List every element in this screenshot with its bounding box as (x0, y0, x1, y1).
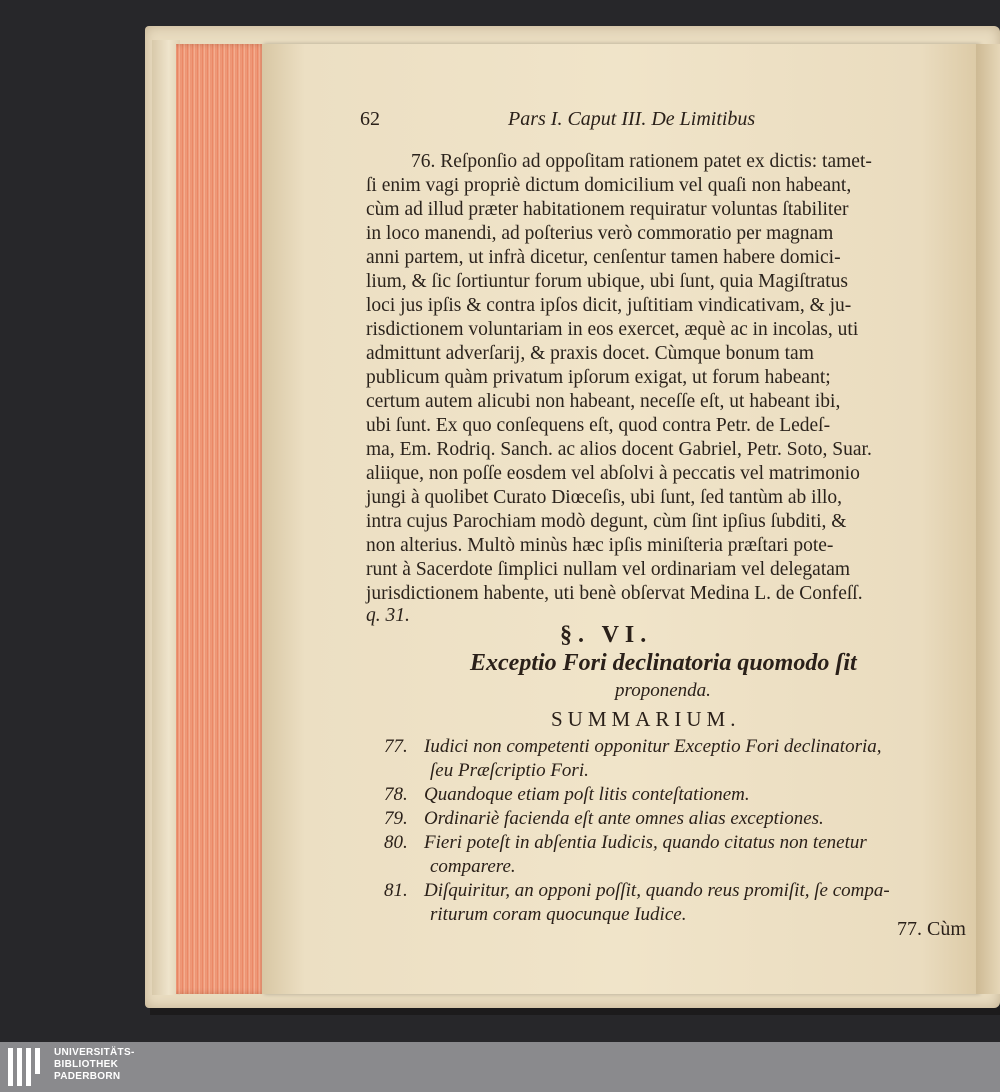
logo-line: BIBLIOTHEK (54, 1059, 119, 1070)
section-subtitle: proponenda. (615, 680, 711, 701)
summary-item-number: 77. (384, 736, 408, 757)
body-line: admittunt adverſarij, & praxis docet. Cùmque bonum tam (366, 343, 814, 364)
summary-item-text: riturum coram quocunque Iudice. (430, 904, 687, 925)
red-page-edge (176, 44, 268, 994)
summary-item-number: 78. (384, 784, 408, 805)
body-line: runt à Sacerdote ſimplici nullam vel ordinariam vel delegatam (366, 559, 851, 580)
body-line: in loco manendi, ad poſterius verò commoratio per magnam (366, 223, 834, 244)
summary-item-number: 81. (384, 880, 408, 901)
section-mark: §. VI. (560, 622, 653, 648)
body-line: ſi enim vagi propriè dictum domicilium vel quaſi non habeant, (366, 175, 852, 196)
body-line: ma, Em. Rodriq. Sanch. ac alios docent Gabriel, Petr. Soto, Suar. (366, 439, 872, 460)
body-line: anni partem, ut infrà dicetur, cenſentur tamen habere domici- (366, 247, 841, 268)
summarium-label: SUMMARIUM. (551, 707, 741, 731)
body-line: loci jus ipſis & contra ipſos dicit, juſtitiam vindicativam, & ju- (366, 295, 852, 316)
library-footer (0, 1042, 1000, 1092)
summary-item-text: ſeu Præſcriptio Fori. (430, 760, 589, 781)
page-number: 62 (360, 108, 380, 130)
library-logo-icon (8, 1048, 48, 1086)
summary-item-text: Iudici non competenti opponitur Exceptio Fori declinatoria, (424, 736, 882, 757)
body-line: cùm ad illud præter habitationem requiratur voluntas ſtabiliter (366, 199, 849, 220)
library-logo-text (54, 1047, 135, 1083)
body-line: publicum quàm privatum ipſorum exigat, ut forum habeant; (366, 367, 831, 388)
body-line: aliique, non poſſe eosdem vel abſolvi à peccatis vel matrimonio (366, 463, 860, 484)
catchword: 77. Cùm (897, 918, 966, 940)
body-line: jungi à quolibet Curato Diœceſis, ubi ſunt, ſed tantùm ab illo, (366, 487, 843, 508)
body-line: q. 31. (366, 605, 410, 626)
summary-item-text: Diſquiritur, an opponi poſſit, quando reus promiſit, ſe compa- (424, 880, 890, 901)
body-line: 76. Reſponſio ad oppoſitam rationem patet ex dictis: tamet- (411, 151, 872, 172)
logo-line: UNIVERSITÄTS- (54, 1047, 135, 1058)
running-title: Pars I. Caput III. De Limitibus (508, 108, 756, 130)
body-line: risdictionem voluntariam in eos exercet, æquè ac in incolas, uti (366, 319, 859, 340)
body-line: intra cujus Parochiam modò degunt, cùm ſint ipſius ſubditi, & (366, 511, 847, 532)
logo-line: PADERBORN (54, 1071, 121, 1082)
body-line: ubi ſunt. Ex quo conſequens eſt, quod contra Petr. de Ledeſ- (366, 415, 831, 436)
body-line: certum autem alicubi non habeant, neceſſe eſt, ut habeant ibi, (366, 391, 841, 412)
summary-item-text: Fieri poteſt in abſentia Iudicis, quando citatus non tenetur (424, 832, 867, 853)
summary-item-number: 79. (384, 808, 408, 829)
summary-item-text: comparere. (430, 856, 516, 877)
summary-item-text: Ordinariè facienda eſt ante omnes alias exceptiones. (424, 808, 824, 829)
page-right-edge (976, 44, 1000, 994)
body-line: lium, & ſic ſortiuntur forum ubique, ubi ſunt, quia Magiſtratus (366, 271, 849, 292)
body-line: non alterius. Multò minùs hæc ipſis miniſteria præſtari pote- (366, 535, 834, 556)
summary-item-number: 80. (384, 832, 408, 853)
body-line: jurisdictionem habente, uti benè obſervat Medina L. de Confeſſ. (366, 583, 863, 604)
section-title: Exceptio Fori declinatoria quomodo ſit (470, 650, 857, 676)
summary-item-text: Quandoque etiam poſt litis conteſtationem. (424, 784, 750, 805)
